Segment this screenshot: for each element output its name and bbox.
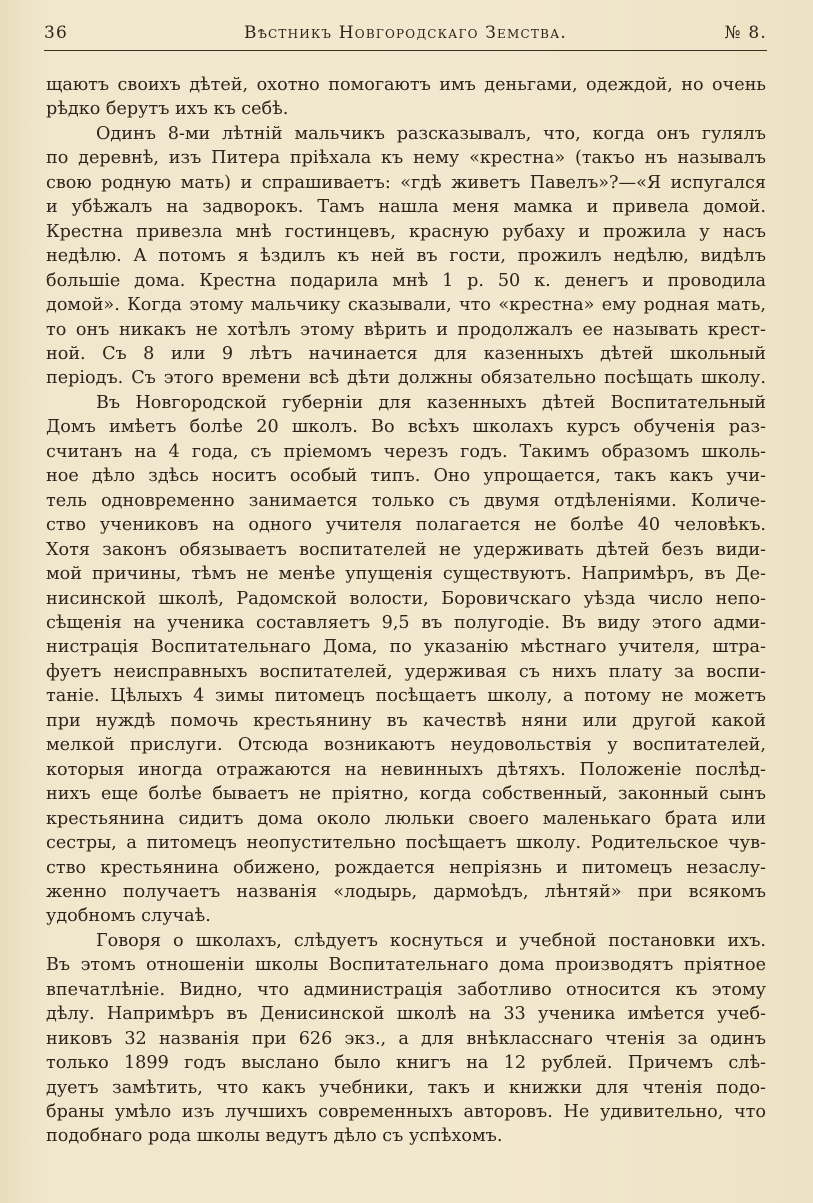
body-line: браны умѣло изъ лучшихъ современныхъ авторовъ. Не удивительно, что [46, 1102, 766, 1123]
body-line: фуетъ неисправныхъ воспитателей, удерживая съ нихъ плату за воспи- [46, 661, 766, 682]
body-line: удобномъ случаѣ. [46, 906, 211, 927]
body-line: таніе. Цѣлыхъ 4 зимы питомецъ посѣщаетъ школу, а потому не можетъ [46, 686, 766, 707]
body-line: свою родную мать) и спрашиваетъ: «гдѣ живетъ Павелъ»?—«Я испугался [46, 172, 766, 193]
body-line: сестры, а питомецъ неопустительно посѣщаетъ школу. Родительское чув- [46, 833, 766, 854]
body-line: ство крестьянина обижено, рождается непріязнь и питомецъ незаслу- [46, 857, 766, 878]
body-line: Говоря о школахъ, слѣдуетъ коснуться и учебной постановки ихъ. [96, 930, 766, 951]
body-line: ство учениковъ на одного учителя полагается не болѣе 40 человѣкъ. [46, 515, 766, 536]
body-line: ной. Съ 8 или 9 лѣтъ начинается для казенныхъ дѣтей школьный [46, 343, 766, 364]
body-line: никовъ 32 названія при 626 экз., а для внѣкласснаго чтенія за одинъ [46, 1028, 766, 1049]
body-line: Хотя законъ обязываетъ воспитателей не удерживать дѣтей безъ види- [46, 539, 766, 560]
body-line: которыя иногда отражаются на невинныхъ дѣтяхъ. Положеніе послѣд- [46, 759, 766, 780]
body-line: дѣлу. Напримѣръ въ Денисинской школѣ на 33 ученика имѣется учеб- [46, 1004, 766, 1025]
body-line: недѣлю. А потомъ я ѣздилъ къ ней въ гости, прожилъ недѣлю, видѣлъ [46, 246, 766, 267]
body-line: то онъ никакъ не хотѣлъ этому вѣрить и продолжалъ ее называть крест- [46, 319, 766, 340]
body-line: Въ Новгородской губерніи для казенныхъ дѣтей Воспитательный [96, 392, 766, 413]
body-line: сѣщенія на ученика составляетъ 9,5 въ полугодіе. Въ виду этого адми- [46, 612, 766, 633]
article-body [46, 73, 766, 1149]
journal-title: Вѣстникъ Новгородскаго Земства. [244, 23, 567, 43]
body-line: домой». Когда этому мальчику сказывали, что «крестна» ему родная мать, [46, 295, 766, 316]
body-line: женно получаетъ названія «лодырь, дармоѣдъ, лѣнтяй» при всякомъ [46, 881, 766, 902]
body-line: большіе дома. Крестна подарила мнѣ 1 р. 50 к. денегъ и проводила [46, 270, 766, 291]
body-line: тель одновременно занимается только съ двумя отдѣленіями. Количе- [46, 490, 766, 511]
body-line: мой причины, тѣмъ не менѣе упущенія существуютъ. Напримѣръ, въ Де- [46, 564, 766, 585]
body-line: нихъ еще болѣе бываетъ не пріятно, когда собственный, законный сынъ [46, 784, 766, 805]
body-line: Домъ имѣетъ болѣе 20 школъ. Во всѣхъ школахъ курсъ обученія раз- [46, 417, 766, 438]
body-line: Одинъ 8-ми лѣтній мальчикъ разсказывалъ, что, когда онъ гулялъ [96, 123, 766, 144]
body-line: нистрація Воспитательнаго Дома, по указанію мѣстнаго учителя, штра- [46, 637, 766, 658]
body-line: при нуждѣ помочь крестьянину въ качествѣ няни или другой какой [46, 710, 766, 731]
body-line: дуетъ замѣтить, что какъ учебники, такъ и книжки для чтенія подо- [46, 1077, 766, 1098]
body-line: Крестна привезла мнѣ гостинцевъ, красную рубаху и прожила у насъ [46, 221, 766, 242]
body-line: нисинской школѣ, Радомской волости, Боровичскаго уѣзда число непо- [46, 588, 766, 609]
body-line: по деревнѣ, изъ Питера пріѣхала къ нему «крестна» (такъо нъ называлъ [46, 148, 766, 169]
page-number: 36 [44, 23, 69, 43]
body-line: только 1899 годъ выслано было книгъ на 12 рублей. Причемъ слѣ- [46, 1053, 766, 1074]
body-line: впечатлѣніе. Видно, что администрація заботливо относится къ этому [46, 979, 766, 1000]
issue-number: № 8. [724, 23, 767, 43]
body-line: періодъ. Съ этого времени всѣ дѣти должны обязательно посѣщать школу. [46, 368, 766, 389]
running-header [44, 20, 767, 51]
body-line: щаютъ своихъ дѣтей, охотно помогаютъ имъ деньгами, одеждой, но очень [46, 75, 766, 95]
body-line: Въ этомъ отношеніи школы Воспитательнаго дома производятъ пріятное [46, 955, 766, 976]
body-line: рѣдко берутъ ихъ къ себѣ. [46, 99, 289, 120]
body-line: ное дѣло здѣсь носитъ особый типъ. Оно упрощается, такъ какъ учи- [46, 466, 766, 487]
body-line: и убѣжалъ на задворокъ. Тамъ нашла меня мамка и привела домой. [46, 197, 766, 218]
body-line: мелкой прислуги. Отсюда возникаютъ неудовольствія у воспитателей, [46, 735, 766, 756]
body-line: крестьянина сидитъ дома около люльки своего маленькаго брата или [46, 808, 766, 829]
body-line: подобнаго рода школы ведутъ дѣло съ успѣхомъ. [46, 1126, 503, 1147]
body-line: считанъ на 4 года, съ пріемомъ черезъ годъ. Такимъ образомъ школь- [46, 441, 766, 462]
